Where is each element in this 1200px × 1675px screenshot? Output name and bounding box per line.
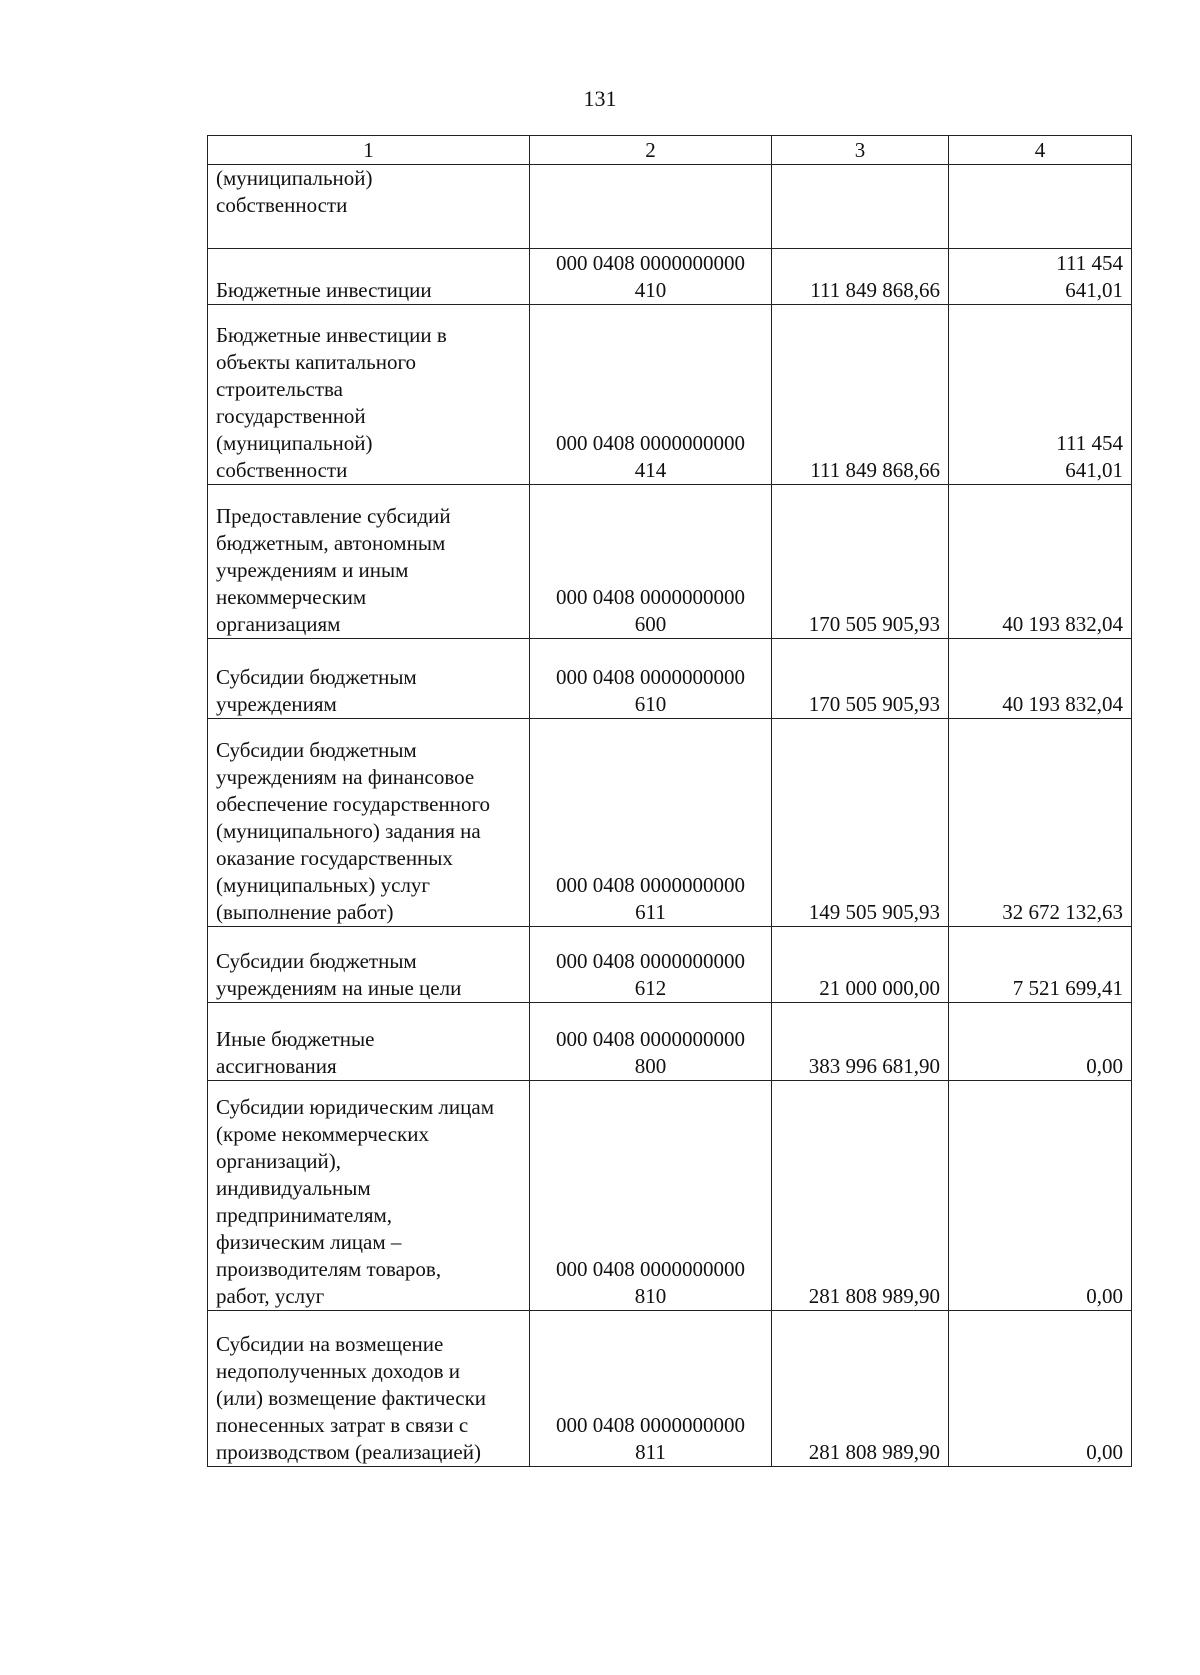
description-line: Субсидии юридическим лицам: [216, 1095, 494, 1119]
row-description: [208, 1003, 530, 1081]
row-code: [530, 927, 772, 1003]
code-line: 000 0408 0000000000: [556, 1257, 745, 1281]
row-description: [208, 305, 530, 485]
row-amount-col3: 281 808 989,90: [772, 1311, 949, 1467]
code-line: 800: [634, 1054, 667, 1078]
table-row: [208, 927, 1132, 1003]
row-amount-col4: [949, 165, 1132, 249]
description-line: организаций),: [216, 1149, 341, 1173]
code-line: 000 0408 0000000000: [556, 585, 745, 609]
row-description: [208, 639, 530, 719]
code-line: 600: [634, 612, 667, 636]
row-code: [530, 305, 772, 485]
description-line: строительства: [216, 377, 344, 401]
row-description: [208, 1081, 530, 1311]
code-line: 000 0408 0000000000: [556, 251, 745, 275]
page-number: 131: [583, 86, 617, 111]
description-line: (муниципальной): [216, 431, 373, 455]
row-amount-col3: 170 505 905,93: [772, 639, 949, 719]
description-line: учреждениям на финансовое: [216, 765, 475, 789]
table-row: [208, 305, 1132, 485]
row-amount-col4: [949, 305, 1132, 485]
description-line: Субсидии бюджетным: [216, 738, 417, 762]
description-line: понесенных затрат в связи с: [216, 1413, 469, 1437]
code-line: 000 0408 0000000000: [556, 665, 745, 689]
table-row: [208, 485, 1132, 639]
code-line: 414: [634, 458, 667, 482]
code-line: 612: [634, 976, 667, 1000]
row-amount-col3: 111 849 868,66: [772, 249, 949, 305]
row-amount-col4: [949, 1003, 1132, 1081]
description-line: Бюджетные инвестиции: [216, 278, 432, 302]
row-code: [530, 1081, 772, 1311]
row-description: [208, 165, 530, 249]
code-line: 000 0408 0000000000: [556, 873, 745, 897]
amount-line: 641,01: [1065, 458, 1123, 482]
row-code: [530, 249, 772, 305]
table-row: [208, 165, 1132, 249]
amount-line: 111 454: [1056, 431, 1123, 455]
description-line: учреждениям: [216, 692, 337, 716]
code-line: 811: [635, 1440, 666, 1464]
description-line: Субсидии бюджетным: [216, 665, 417, 689]
description-line: обеспечение государственного: [216, 792, 491, 816]
description-line: Субсидии бюджетным: [216, 949, 417, 973]
table-row: [208, 1003, 1132, 1081]
description-line: работ, услуг: [216, 1284, 325, 1308]
row-amount-col4: [949, 719, 1132, 927]
code-line: 000 0408 0000000000: [556, 1027, 745, 1051]
column-number-header-row: [208, 136, 1132, 165]
table-body: [208, 165, 1132, 1467]
column-header-1: 1: [208, 136, 530, 165]
description-line: учреждениям на иные цели: [216, 976, 462, 1000]
row-description: [208, 1311, 530, 1467]
description-line: (выполнение работ): [216, 900, 394, 924]
amount-line: 40 193 832,04: [1002, 692, 1123, 716]
description-line: организациям: [216, 612, 341, 636]
description-line: физическим лицам –: [216, 1230, 402, 1254]
row-amount-col3: 111 849 868,66: [772, 305, 949, 485]
budget-table: [207, 135, 1132, 1467]
description-line: ассигнования: [216, 1054, 337, 1078]
table-row: [208, 1081, 1132, 1311]
description-line: собственности: [216, 193, 348, 217]
description-line: Иные бюджетные: [216, 1027, 375, 1051]
row-description: [208, 249, 530, 305]
amount-line: 0,00: [1086, 1284, 1123, 1308]
row-amount-col4: [949, 485, 1132, 639]
row-code: [530, 485, 772, 639]
row-amount-col3: 21 000 000,00: [772, 927, 949, 1003]
row-amount-col3: 281 808 989,90: [772, 1081, 949, 1311]
column-header-3: 3: [772, 136, 949, 165]
table-row: [208, 719, 1132, 927]
description-line: производством (реализацией): [216, 1440, 481, 1464]
row-amount-col4: [949, 1311, 1132, 1467]
row-amount-col4: [949, 639, 1132, 719]
row-code: [530, 165, 772, 249]
row-description: [208, 719, 530, 927]
column-header-4: 4: [949, 136, 1132, 165]
description-line: объекты капитального: [216, 350, 417, 374]
table-row: [208, 639, 1132, 719]
description-line: оказание государственных: [216, 846, 453, 870]
code-line: 611: [635, 900, 666, 924]
code-line: 000 0408 0000000000: [556, 1413, 745, 1437]
description-line: (или) возмещение фактически: [216, 1386, 487, 1410]
amount-line: 32 672 132,63: [1002, 900, 1123, 924]
code-line: 000 0408 0000000000: [556, 431, 745, 455]
description-line: бюджетным, автономным: [216, 531, 446, 555]
code-line: 810: [634, 1284, 667, 1308]
amount-line: 111 454: [1056, 251, 1123, 275]
row-amount-col3: [772, 165, 949, 249]
amount-line: 40 193 832,04: [1002, 612, 1123, 636]
description-line: (кроме некоммерческих: [216, 1122, 429, 1146]
row-code: [530, 1311, 772, 1467]
description-line: производителям товаров,: [216, 1257, 442, 1281]
description-line: недополученных доходов и: [216, 1359, 460, 1383]
description-line: некоммерческим: [216, 585, 367, 609]
row-amount-col4: [949, 927, 1132, 1003]
description-line: Субсидии на возмещение: [216, 1332, 444, 1356]
description-line: (муниципальной): [216, 166, 373, 190]
code-line: 610: [634, 692, 667, 716]
code-line: 410: [634, 278, 667, 302]
row-amount-col3: 383 996 681,90: [772, 1003, 949, 1081]
row-code: [530, 1003, 772, 1081]
description-line: (муниципального) задания на: [216, 819, 481, 843]
code-line: 000 0408 0000000000: [556, 949, 745, 973]
amount-line: 641,01: [1065, 278, 1123, 302]
table-row: [208, 249, 1132, 305]
description-line: Предоставление субсидий: [216, 504, 451, 528]
row-code: [530, 639, 772, 719]
row-amount-col4: [949, 1081, 1132, 1311]
table-row: [208, 1311, 1132, 1467]
description-line: предпринимателям,: [216, 1203, 393, 1227]
row-amount-col4: [949, 249, 1132, 305]
row-code: [530, 719, 772, 927]
description-line: собственности: [216, 458, 348, 482]
row-description: [208, 485, 530, 639]
column-header-2: 2: [530, 136, 772, 165]
row-amount-col3: 170 505 905,93: [772, 485, 949, 639]
description-line: Бюджетные инвестиции в: [216, 323, 447, 347]
amount-line: 0,00: [1086, 1054, 1123, 1078]
row-description: [208, 927, 530, 1003]
description-line: (муниципальных) услуг: [216, 873, 431, 897]
description-line: государственной: [216, 404, 366, 428]
amount-line: 7 521 699,41: [1012, 976, 1123, 1000]
row-amount-col3: 149 505 905,93: [772, 719, 949, 927]
description-line: учреждениям и иным: [216, 558, 409, 582]
description-line: индивидуальным: [216, 1176, 371, 1200]
amount-line: 0,00: [1086, 1440, 1123, 1464]
